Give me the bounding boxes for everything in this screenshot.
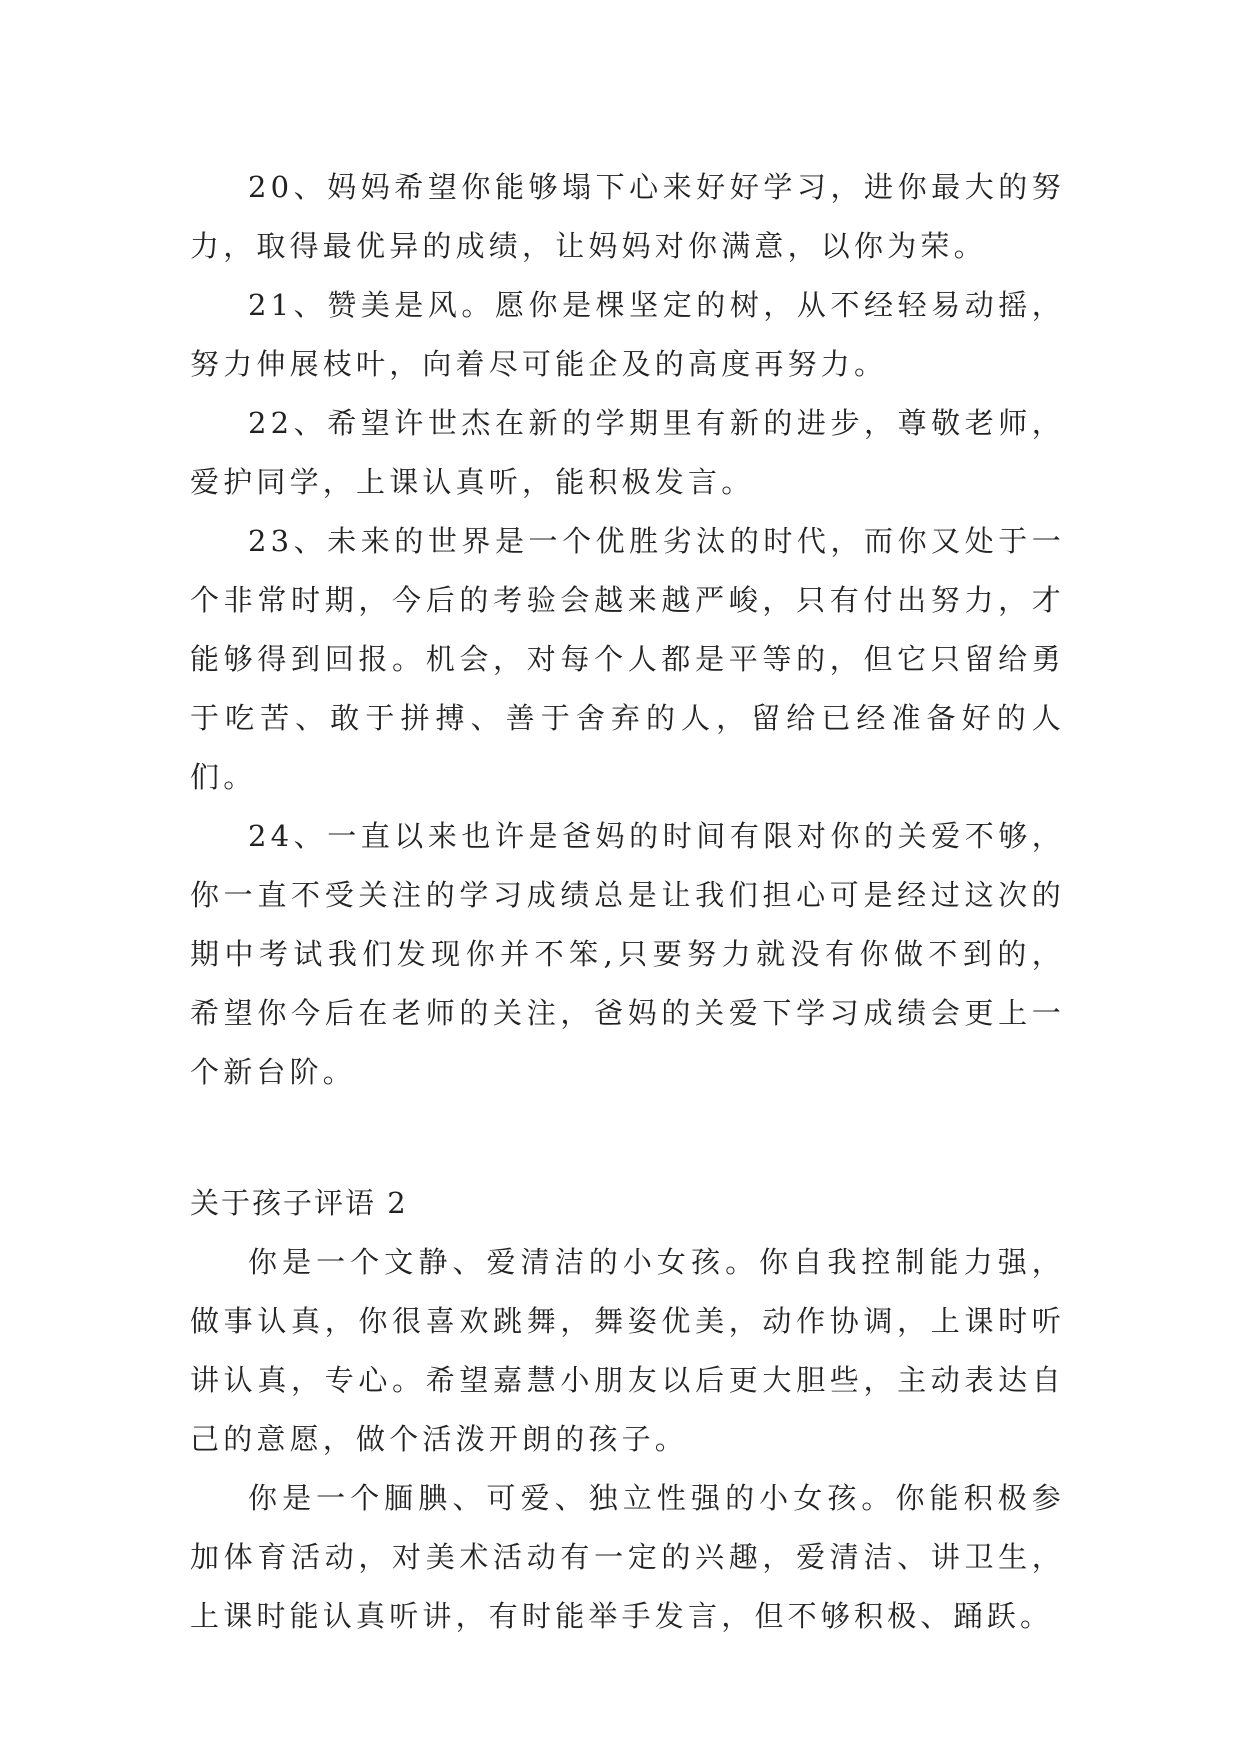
comment-paragraph-quiet-girl: 你是一个文静、爱清洁的小女孩。你自我控制能力强，做事认真，你很喜欢跳舞，舞姿优美，动作协调，上课时听讲认真，专心。希望嘉慧小朋友以后更大胆些，主动表达自己的意愿，做个活泼开朗的孩子。: [190, 1245, 1065, 1456]
comment-paragraph-23: 23、未来的世界是一个优胜劣汰的时代，而你又处于一个非常时期，今后的考验会越来越严峻，只有付出努力，才能够得到回报。机会，对每个人都是平等的，但它只留给勇于吃苦、敢于拼搏、善于舍弃的人，留给已经准备好的人们。: [190, 524, 1065, 794]
comment-paragraph-shy-girl: 你是一个腼腆、可爱、独立性强的小女孩。你能积极参加体育活动，对美术活动有一定的兴趣，爱清洁、讲卫生，上课时能认真听讲，有时能举手发言，但不够积极、踊跃。: [190, 1481, 1065, 1633]
document-body: [190, 158, 1065, 1646]
comment-paragraph-20: 20、妈妈希望你能够塌下心来好好学习，进你最大的努力，取得最优异的成绩，让妈妈对你满意，以你为荣。: [190, 170, 1065, 263]
section-heading: 关于孩子评语 2: [190, 1186, 408, 1220]
comment-paragraph-21: 21、赞美是风。愿你是棵坚定的树，从不经轻易动摇，努力伸展枝叶，向着尽可能企及的高度再努力。: [190, 288, 1065, 381]
comment-paragraph-24: 24、一直以来也许是爸妈的时间有限对你的关爱不够，你一直不受关注的学习成绩总是让我们担心可是经过这次的期中考试我们发现你并不笨,只要努力就没有你做不到的，希望你今后在老师的关注，爸妈的关爱下学习成绩会更上一个新台阶。: [190, 819, 1065, 1089]
comment-paragraph-22: 22、希望许世杰在新的学期里有新的进步，尊敬老师，爱护同学，上课认真听，能积极发言。: [190, 406, 1065, 499]
section-spacer: [190, 1102, 1065, 1174]
